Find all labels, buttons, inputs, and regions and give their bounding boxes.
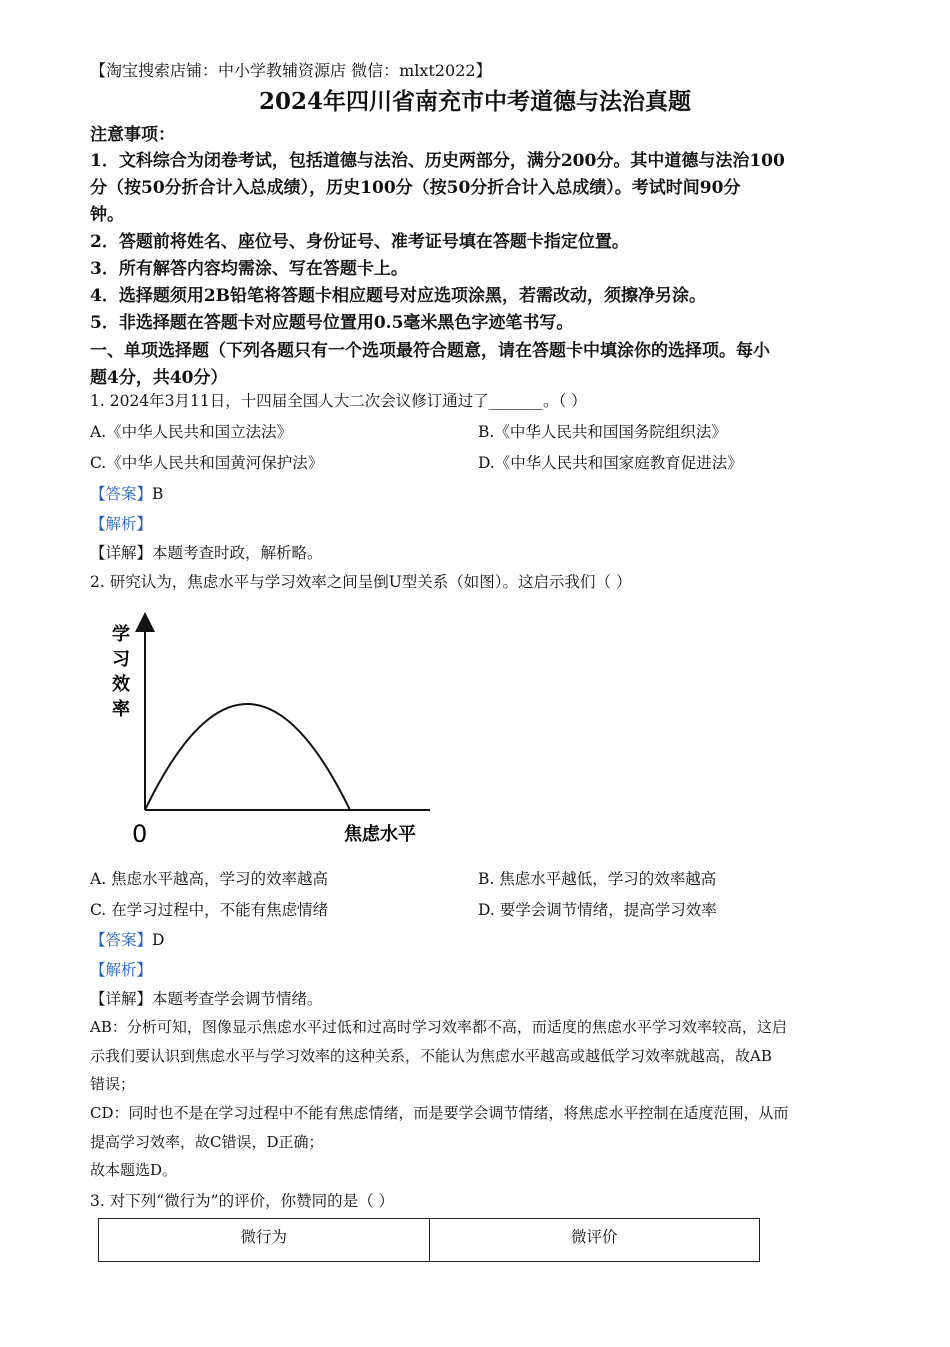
q2-analysis-ab-3: 错误； xyxy=(90,1075,136,1093)
q1-option-b: B.《中华人民共和国国务院组织法》 xyxy=(478,423,727,441)
q2-answer-label: 【答案】 xyxy=(90,931,153,949)
section-heading-line2: 题4分，共40分） xyxy=(90,368,228,388)
q1-answer-label: 【答案】 xyxy=(90,485,153,503)
q2-analysis-ab-1: AB：分析可知，图像显示焦虑水平过低和过高时学习效率都不高，而适度的焦虑水平学习效率较高，这启 xyxy=(90,1018,787,1036)
inverted-u-curve xyxy=(145,704,350,810)
q1-detail: 【详解】本题考查时政，解析略。 xyxy=(90,544,323,562)
q1-option-d: D.《中华人民共和国家庭教育促进法》 xyxy=(478,454,743,472)
y-label-char-2: 习 xyxy=(112,649,130,670)
notice-item-1c: 钟。 xyxy=(90,205,124,225)
x-axis-label: 焦虑水平 xyxy=(344,824,416,845)
y-label-char-3: 效 xyxy=(112,674,130,695)
notice-item-1a: 1．文科综合为闭卷考试，包括道德与法治、历史两部分，满分200分。其中道德与法治100 xyxy=(90,151,785,171)
q2-answer-value: D xyxy=(152,931,165,949)
q1-option-c: C.《中华人民共和国黄河保护法》 xyxy=(90,454,324,472)
section-heading-line1: 一、单项选择题（下列各题只有一个选项最符合题意，请在答题卡中填涂你的选择项。每小 xyxy=(90,341,770,361)
notice-heading: 注意事项： xyxy=(90,125,175,145)
notice-item-4: 4．选择题须用2B铅笔将答题卡相应题号对应选项涂黑，若需改动，须擦净另涂。 xyxy=(90,286,707,306)
q2-detail: 【详解】本题考查学会调节情绪。 xyxy=(90,990,323,1008)
q2-option-b: B. 焦虑水平越低，学习的效率越高 xyxy=(478,870,717,888)
q3-table xyxy=(98,1218,760,1262)
q1-answer-value: B xyxy=(152,485,164,503)
q2-answer xyxy=(90,928,164,950)
origin-label: 0 xyxy=(132,820,148,848)
q2-inverted-u-chart xyxy=(100,612,440,852)
q2-analysis-label: 【解析】 xyxy=(90,961,153,979)
q2-analysis-cd-1: CD：同时也不是在学习过程中不能有焦虑情绪，而是要学会调节情绪，将焦虑水平控制在适度范围，从而 xyxy=(90,1104,789,1122)
y-label-char-4: 率 xyxy=(112,699,130,720)
q2-option-a: A. 焦虑水平越高，学习的效率越高 xyxy=(90,870,329,888)
q2-analysis-cd-2: 提高学习效率，故C错误，D正确； xyxy=(90,1133,324,1151)
q2-analysis-ab-2: 示我们要认识到焦虑水平与学习效率的这种关系，不能认为焦虑水平越高或越低学习效率就越高，故AB xyxy=(90,1047,772,1065)
q1-stem: 1. 2024年3月11日，十四届全国人大二次会议修订通过了_______。（ ） xyxy=(90,392,587,410)
q2-option-d: D. 要学会调节情绪，提高学习效率 xyxy=(478,901,717,919)
q3-table-header-evaluation: 微评价 xyxy=(429,1219,760,1261)
notice-item-2: 2．答题前将姓名、座位号、身份证号、准考证号填在答题卡指定位置。 xyxy=(90,232,629,252)
y-label-char-1: 学 xyxy=(112,624,130,645)
notice-item-3: 3．所有解答内容均需涂、写在答题卡上。 xyxy=(90,259,408,279)
q1-answer xyxy=(90,482,163,504)
notice-item-5: 5．非选择题在答题卡对应题号位置用0.5毫米黑色字迹笔书写。 xyxy=(90,313,574,333)
q3-stem: 3. 对下列“微行为”的评价，你赞同的是（ ） xyxy=(90,1192,394,1210)
page-title: 2024年四川省南充市中考道德与法治真题 xyxy=(258,88,691,115)
q2-option-c: C. 在学习过程中，不能有焦虑情绪 xyxy=(90,901,329,919)
shop-note: 【淘宝搜索店铺：中小学教辅资源店 微信：mlxt2022】 xyxy=(90,61,492,80)
q2-stem: 2. 研究认为，焦虑水平与学习效率之间呈倒U型关系（如图）。这启示我们（ ） xyxy=(90,573,632,591)
q2-conclusion: 故本题选D。 xyxy=(90,1161,178,1179)
q3-table-header-behavior: 微行为 xyxy=(240,1228,287,1246)
q1-analysis-label: 【解析】 xyxy=(90,515,153,533)
q1-option-a: A.《中华人民共和国立法法》 xyxy=(90,423,293,441)
notice-item-1b: 分（按50分折合计入总成绩），历史100分（按50分折合计入总成绩）。考试时间90分 xyxy=(90,178,741,198)
